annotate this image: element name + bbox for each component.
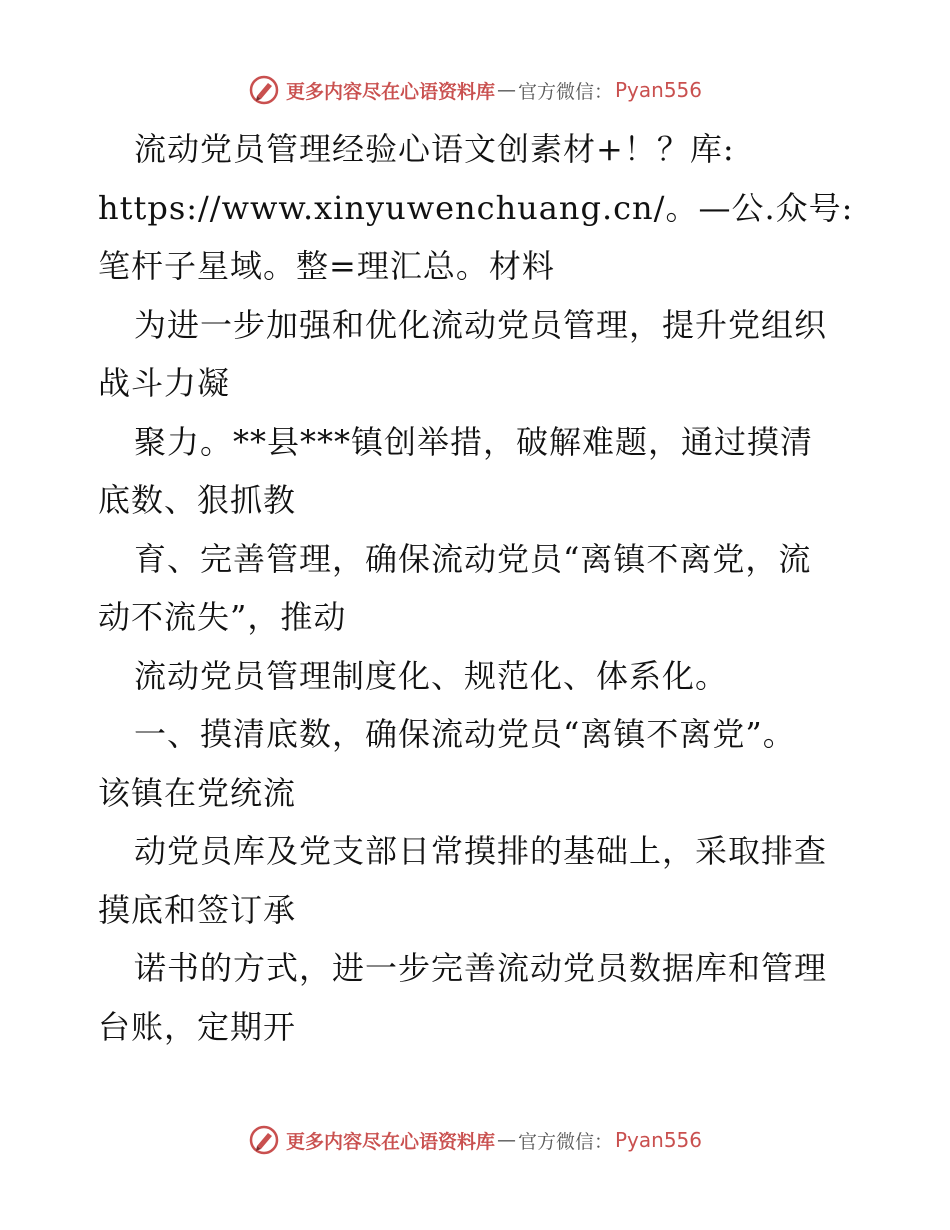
body-line: 战斗力凝: [98, 364, 231, 402]
body-line: https://www.xinyuwenchuang.cn/。—公.众号:: [98, 188, 854, 227]
body-line: 育、完善管理，确保流动党员“离镇不离党，流: [134, 539, 812, 578]
banner-separator: —: [496, 79, 516, 101]
body-line: 诺书的方式，进一步完善流动党员数据库和管理: [134, 949, 828, 987]
body-line: 台账，定期开: [98, 1007, 297, 1046]
banner-wechat-label: 官方微信：: [517, 80, 613, 103]
banner-wechat-id: Pyan556: [615, 1128, 703, 1152]
body-line: 聚力。**县***镇创举措，破解难题，通过摸清: [134, 422, 814, 461]
body-line: 动党员库及党支部日常摸排的基础上，采取排查: [134, 832, 828, 870]
banner-wechat-id: Pyan556: [615, 78, 703, 102]
banner-title: 更多内容尽在心语资料库: [285, 80, 495, 103]
banner-separator: —: [496, 1129, 516, 1151]
body-line: 摸底和签订承: [98, 890, 297, 929]
body-line: 为进一步加强和优化流动党员管理，提升党组织: [134, 305, 828, 344]
body-line: 流动党员管理经验心语文创素材+！？库:: [134, 130, 735, 168]
body-line: 流动党员管理制度化、规范化、体系化。: [134, 656, 729, 695]
body-line: 底数、狠抓教: [98, 481, 297, 519]
document-body: [98, 120, 858, 1056]
body-line: 笔杆子星域。整=理汇总。材料: [98, 247, 555, 285]
body-line: 该镇在党统流: [98, 773, 297, 812]
pen-logo-icon: [248, 74, 280, 106]
banner-wechat-label: 官方微信：: [517, 1130, 613, 1153]
header-banner: [0, 70, 950, 110]
footer-banner: [0, 1120, 950, 1160]
body-line: 一、摸清底数，确保流动党员“离镇不离党”。: [134, 715, 796, 753]
body-line: 动不流失”，推动: [98, 598, 347, 636]
banner-title: 更多内容尽在心语资料库: [285, 1130, 495, 1153]
pen-logo-icon: [248, 1124, 280, 1156]
